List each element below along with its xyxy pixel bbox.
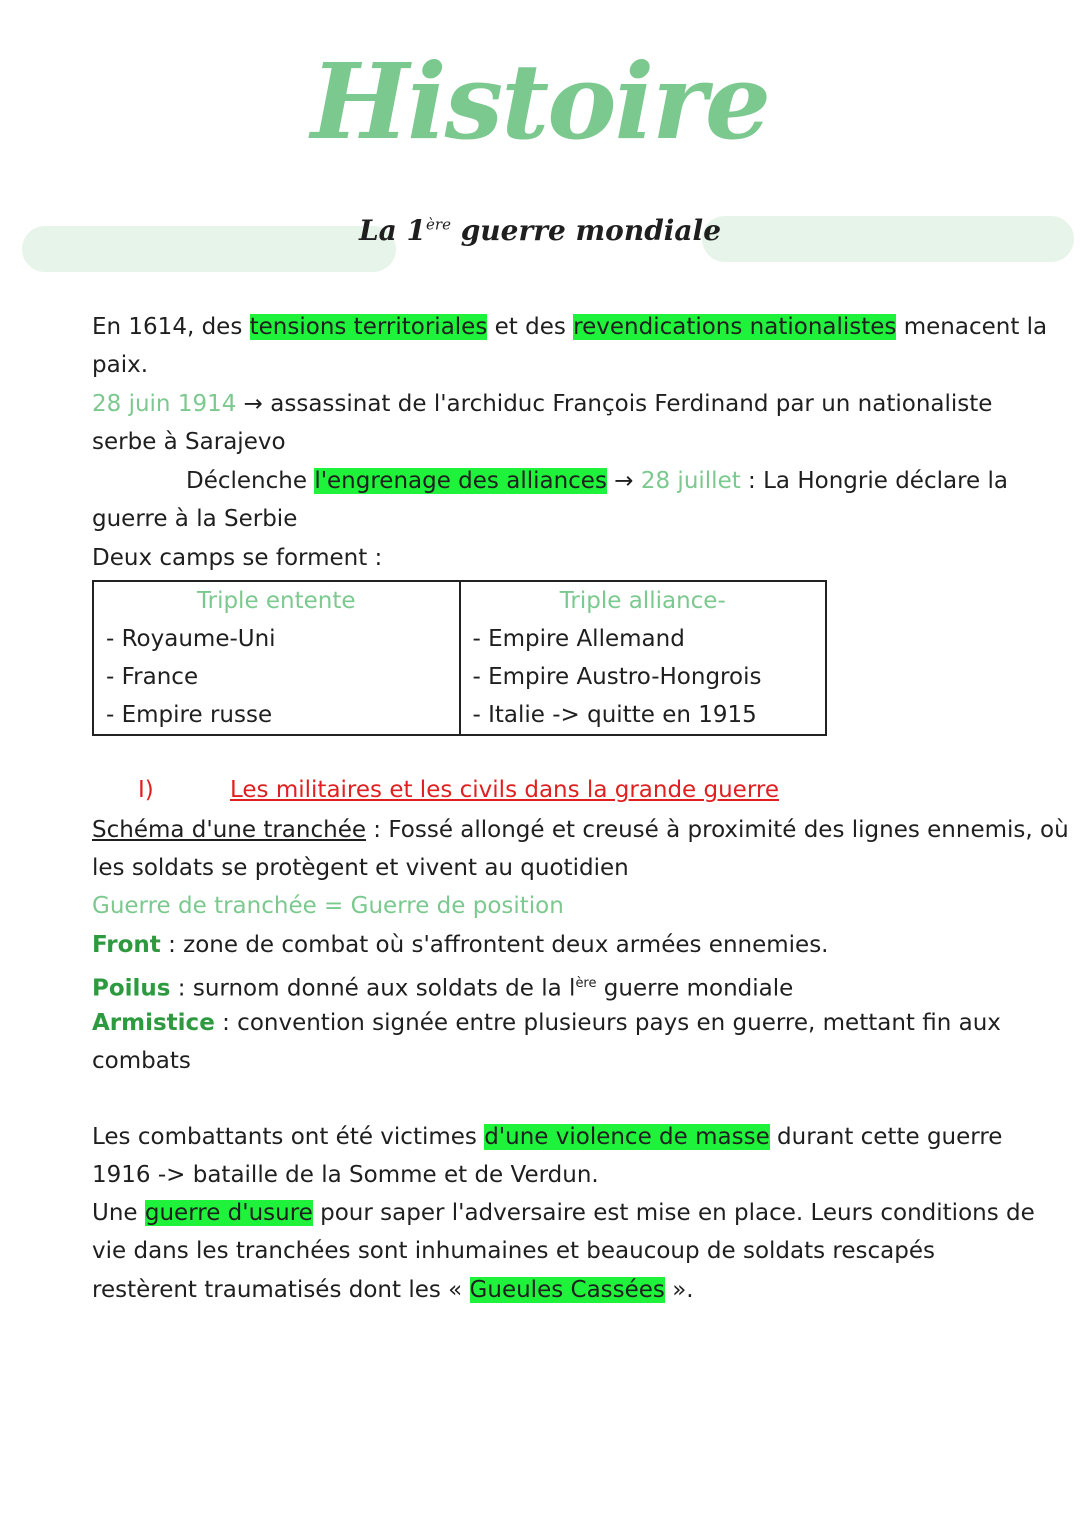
text: Les combattants ont été victimes [92,1124,485,1150]
violence-line-5 [92,1271,694,1309]
alliance-item: - Empire Austro-Hongrois [472,664,762,690]
front-definition [92,926,829,964]
violence-line-2: 1916 -> bataille de la Somme et de Verdun. [92,1162,599,1188]
poilus-sup: ère [575,976,597,991]
entente-item: - Empire russe [106,702,273,728]
text: En 1614, des [92,314,250,340]
text: ». [664,1277,694,1303]
highlight-violence: d'une violence de masse [484,1124,770,1150]
text: Une [92,1200,145,1226]
entente-item: - France [106,664,199,690]
highlight-engrenage: l'engrenage des alliances [314,468,607,494]
poilus-definition [92,965,793,1008]
intro-line-6: guerre à la Serbie [92,506,298,532]
intro-line-1 [92,308,1047,346]
intro-line-7: Deux camps se forment : [92,545,383,571]
highlight-tensions: tensions territoriales [249,314,488,340]
text: → assassinat de l'archiduc François Ferdinand par un nationaliste [236,391,993,417]
highlight-revendications: revendications nationalistes [573,314,897,340]
intro-line-3 [92,385,992,423]
intro-line-4: serbe à Sarajevo [92,429,286,455]
page-subtitle [0,214,1080,247]
armistice-line-2: combats [92,1048,191,1074]
schema-line-1 [92,811,1069,849]
alliance-item: - Empire Allemand [472,626,685,652]
poilus-term: Poilus [92,975,171,1002]
front-term: Front [92,932,161,958]
text: menacent la [896,314,1048,340]
date-28-juillet: 28 juillet [640,468,741,494]
page-title: Histoire [310,40,770,163]
schema-term: Schéma d'une tranchée [92,817,366,843]
intro-line-2: paix. [92,352,149,378]
armistice-term: Armistice [92,1010,215,1036]
text: : convention signée entre plusieurs pays en guerre, mettant fin aux [214,1010,1001,1036]
text: : surnom donné aux soldats de la l [170,975,576,1002]
text: : zone de combat où s'affrontent deux armées ennemies. [160,932,829,958]
subtitle-sup: ère [426,215,451,234]
entente-item: - Royaume-Uni [106,626,276,652]
section-1-heading: Les militaires et les civils dans la grande guerre [230,777,779,803]
triple-alliance-cell [460,581,827,735]
armistice-definition [92,1004,1001,1042]
text: restèrent traumatisés dont les « [92,1277,470,1303]
equation-line: Guerre de tranchée = Guerre de position [92,893,564,919]
triple-entente-header: Triple entente [196,588,356,614]
highlight-gueules-cassees: Gueules Cassées [469,1277,665,1303]
triple-entente-cell [93,581,460,735]
alliance-item: - Italie -> quitte en 1915 [472,702,757,728]
violence-line-3 [92,1194,1035,1232]
arrow: → [606,468,641,494]
section-1-number: I) [138,777,154,803]
text: : Fossé allongé et creusé à proximité des lignes ennemis, où [366,817,1069,843]
subtitle-pre: La 1 [358,214,427,247]
intro-line-5 [186,462,1008,500]
text: Déclenche [186,468,315,494]
text: : La Hongrie déclare la [740,468,1008,494]
triple-alliance-header: Triple alliance- [559,588,726,614]
highlight-usure: guerre d'usure [144,1200,313,1226]
subtitle-post: guerre mondiale [450,214,722,247]
text: durant cette guerre [769,1124,1003,1150]
violence-line-4: vie dans les tranchées sont inhumaines et beaucoup de soldats rescapés [92,1238,935,1264]
text: et des [487,314,574,340]
alliances-table [92,580,827,736]
violence-line-1 [92,1118,1002,1156]
text: guerre mondiale [596,975,794,1002]
date-28-juin: 28 juin 1914 [92,391,237,417]
text: pour saper l'adversaire est mise en place. Leurs conditions de [312,1200,1035,1226]
schema-line-2: les soldats se protègent et vivent au quotidien [92,855,629,881]
